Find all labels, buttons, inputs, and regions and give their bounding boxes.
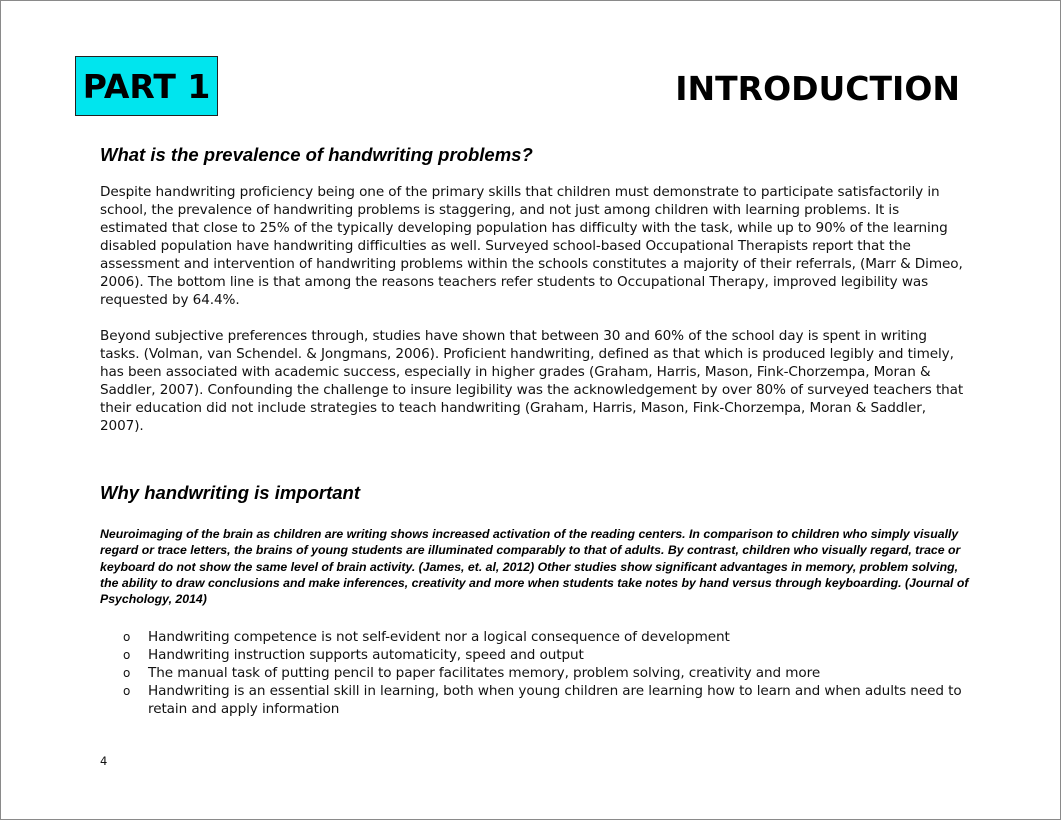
list-item-text: The manual task of putting pencil to paper facilitates memory, problem solving, creativity and more: [148, 665, 821, 682]
prevalence-paragraph-1: Despite handwriting proficiency being one of the primary skills that children must demonstrate to participate satisfactorily in school, the prevalence of handwriting problems is staggering, and not just among children with learning problems. It is estimated that close to 25% of the typically developing population has difficulty with the task, while up to 90% of the learning disabled population have handwriting difficulties as well. Surveyed school-based Occupational Therapists report that the assessment and intervention of handwriting problems within the schools constitutes a majority of their referrals, (Marr & Dimeo, 2006). The bottom line is that among the reasons teachers refer students to Occupational Therapy, improved legibility was requested by 64.4%.: [100, 184, 963, 308]
list-item-text: Handwriting instruction supports automaticity, speed and output: [148, 647, 584, 664]
list-item: [123, 682, 970, 718]
page-number: 4: [100, 754, 108, 768]
list-item-text: Handwriting competence is not self-evident nor a logical consequence of development: [148, 629, 730, 646]
part-label: PART 1: [82, 66, 211, 106]
importance-heading: Why handwriting is important: [100, 482, 361, 503]
list-item: [123, 646, 970, 664]
bullet-circle-icon: o: [123, 666, 131, 681]
neuroimaging-paragraph: Neuroimaging of the brain as children are writing shows increased activation of the reading centers. In comparison to children who simply visually regard or trace letters, the brains of young students are illuminated comparably to that of adults. By contrast, children who visually regard, trace or keyboard do not show the same level of brain activity. (James, et. al, 2012) Other studies show significant advantages in memory, problem solving, the ability to draw conclusions and make inferences, creativity and more when students take notes by hand versus through keyboarding. (Journal of Psychology, 2014): [100, 527, 969, 607]
importance-bullet-list: [123, 628, 970, 718]
prevalence-paragraph-2: Beyond subjective preferences through, studies have shown that between 30 and 60% of the school day is spent in writing tasks. (Volman, van Schendel. & Jongmans, 2006). Proficient handwriting, defined as that which is produced legibly and timely, has been associated with academic success, especially in higher grades (Graham, Harris, Mason, Fink-Chorzempa, Moran & Saddler, 2007). Confounding the challenge to insure legibility was the acknowledgement by over 80% of surveyed teachers that their education did not include strategies to teach handwriting (Graham, Harris, Mason, Fink-Chorzempa, Moran & Saddler, 2007).: [100, 328, 964, 434]
bullet-circle-icon: o: [123, 648, 131, 663]
part-label-box: [75, 56, 218, 116]
bullet-circle-icon: o: [123, 684, 131, 699]
bullet-circle-icon: o: [123, 630, 131, 645]
list-item: [123, 664, 970, 682]
list-item-text: Handwriting is an essential skill in learning, both when young children are learning how to learn and when adults need to retain and apply information: [148, 683, 962, 718]
page-content: [100, 141, 970, 718]
list-item: [123, 628, 970, 646]
prevalence-heading: What is the prevalence of handwriting problems?: [100, 144, 533, 165]
section-title: INTRODUCTION: [675, 69, 960, 108]
